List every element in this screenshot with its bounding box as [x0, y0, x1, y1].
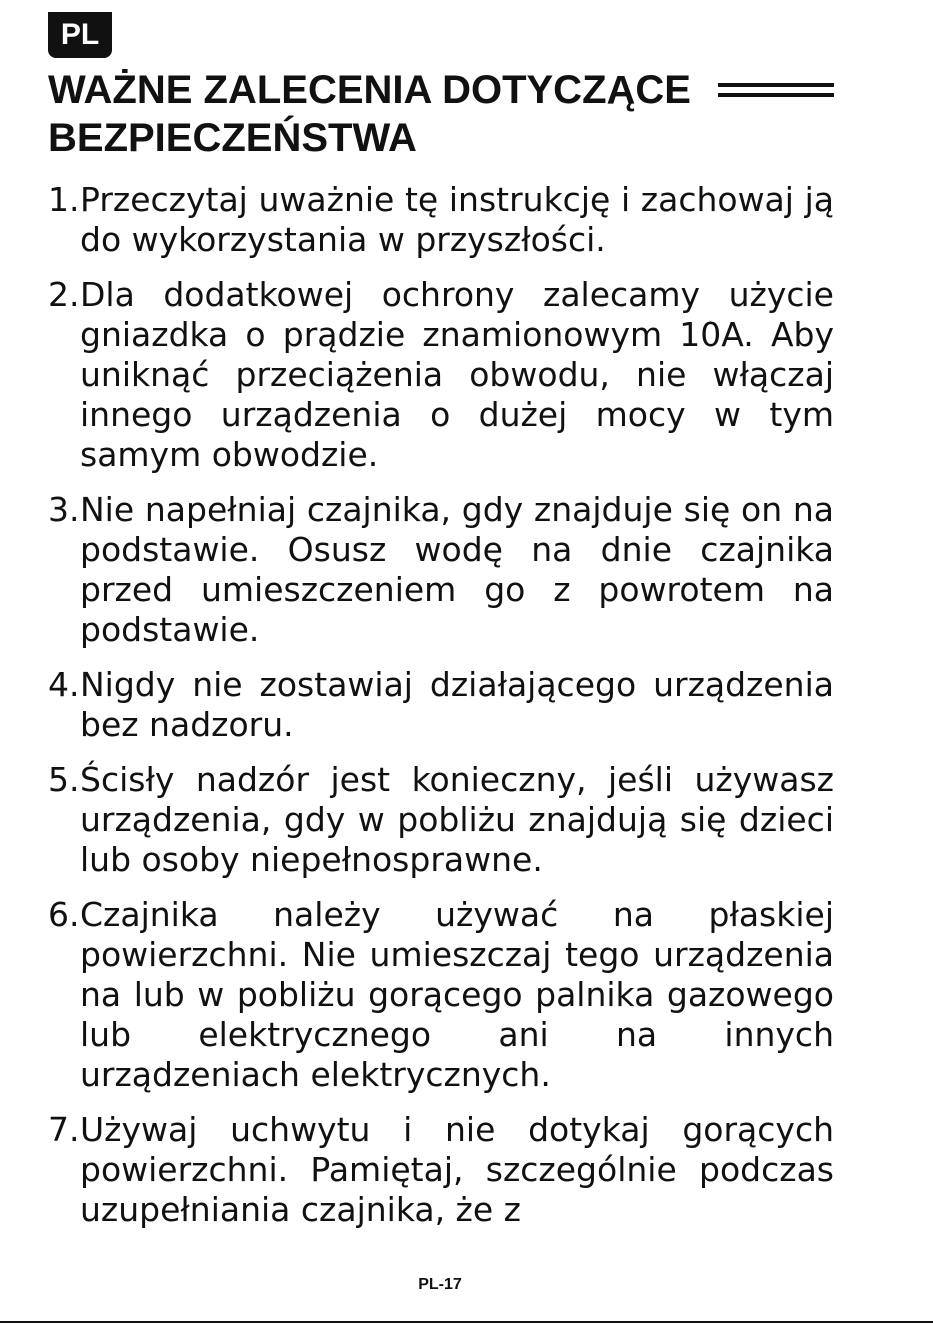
list-item — [48, 490, 834, 650]
list-item — [48, 665, 834, 745]
title-double-rule — [718, 83, 834, 97]
item-text: Czajnika należy używać na płaskiej powierzchni. Nie umieszczaj tego urządzenia na lub w pobliżu gorącego palnika gazowego lub elektrycznego ani na innych urządzeniach elektrycznych. — [80, 895, 834, 1094]
item-text: Przeczytaj uważnie tę instrukcję i zachowaj ją do wykorzystania w przyszłości. — [80, 180, 834, 259]
item-text: Dla dodatkowej ochrony zalecamy użycie gniazdka o prądzie znamionowym 10A. Aby uniknąć przeciążenia obwodu, nie włączaj innego urządzenia o dużej mocy w tym samym obwodzie. — [80, 275, 834, 474]
list-item — [48, 1110, 834, 1230]
item-number: 3. — [48, 490, 80, 529]
item-number: 7. — [48, 1110, 80, 1149]
item-number: 5. — [48, 760, 80, 799]
bottom-rule — [0, 1321, 933, 1323]
item-number: 1. — [48, 180, 80, 219]
language-badge: PL — [48, 12, 112, 58]
page-number: PL-17 — [418, 1276, 462, 1293]
item-number: 4. — [48, 665, 80, 704]
list-item — [48, 895, 834, 1095]
list-item — [48, 180, 834, 260]
item-text: Używaj uchwytu i nie dotykaj gorących powierzchni. Pamiętaj, szczególnie podczas uzupełniania czajnika, że z — [80, 1110, 834, 1229]
item-number: 2. — [48, 275, 80, 314]
item-text: Nigdy nie zostawiaj działającego urządzenia bez nadzoru. — [80, 665, 834, 744]
item-text: Ścisły nadzór jest konieczny, jeśli używasz urządzenia, gdy w pobliżu znajdują się dzieci lub osoby niepełnosprawne. — [80, 760, 834, 879]
item-text: Nie napełniaj czajnika, gdy znajduje się on na podstawie. Osusz wodę na dnie czajnika przed umieszczeniem go z powrotem na podstawie. — [80, 490, 834, 649]
item-number: 6. — [48, 895, 80, 934]
list-item — [48, 275, 834, 475]
list-item — [48, 760, 834, 880]
section-title: WAŻNE ZALECENIA DOTYCZĄCE BEZPIECZEŃSTWA — [48, 68, 691, 160]
safety-instructions-list — [48, 180, 834, 1245]
